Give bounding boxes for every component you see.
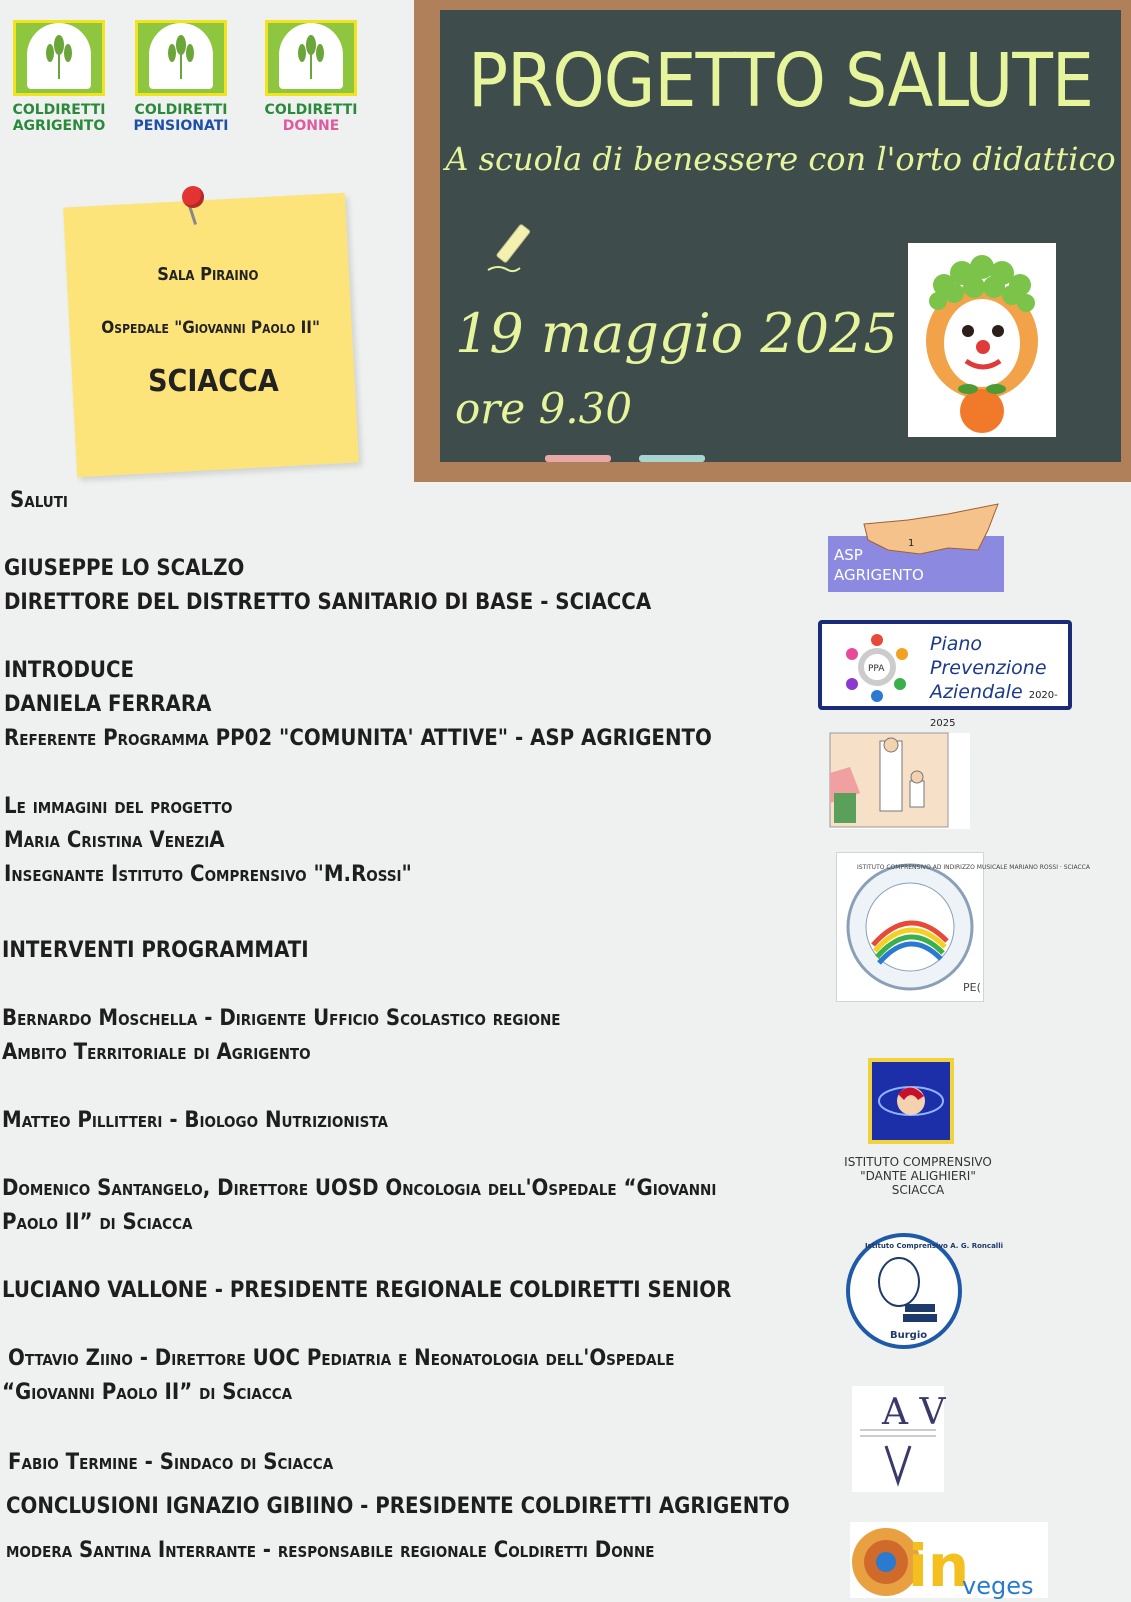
- svg-text:Istituto Comprensivo A. G. Ron: Istituto Comprensivo A. G. Roncalli: [865, 1242, 1003, 1250]
- program-item: Matteo Pillitteri - Biologo Nutrizionista: [2, 1108, 388, 1133]
- program-item: GIUSEPPE LO SCALZO: [4, 556, 245, 581]
- program-item: DIRETTORE DEL DISTRETTO SANITARIO DI BASE - SCIACCA: [4, 590, 652, 615]
- svg-text:AGRIGENTO: AGRIGENTO: [834, 566, 924, 584]
- svg-text:Burgio: Burgio: [890, 1330, 928, 1341]
- program-item: Domenico Santangelo, Direttore UOSD Oncologia dell'Ospedale “Giovanni: [2, 1176, 717, 1201]
- program-item: Ambito Territoriale di Agrigento: [2, 1040, 311, 1065]
- program-item: Insegnante Istituto Comprensivo "M.Rossi": [4, 862, 412, 887]
- program-item: Le immagini del progetto: [4, 794, 233, 819]
- logo-coldiretti-agrigento: COLDIRETTI AGRIGENTO: [4, 20, 114, 134]
- program-item: Bernardo Moschella - Dirigente Ufficio Scolastico regione: [2, 1006, 561, 1031]
- event-subtitle: A scuola di benessere con l'orto didattico: [445, 140, 1116, 178]
- logo-coldiretti-donne: COLDIRETTI DONNE: [256, 20, 366, 134]
- program-item: INTERVENTI PROGRAMMATI: [2, 938, 309, 963]
- logo-piano-prevenzione-aziendale: PPA Piano Prevenzione Aziendale 2020-2025: [818, 620, 1072, 710]
- chalk-icon: [484, 218, 534, 280]
- wheat-icon: [279, 23, 343, 89]
- logo-asp-agrigento: [828, 500, 1004, 592]
- logo-av-school: [852, 1386, 944, 1492]
- event-time: ore 9.30: [455, 384, 633, 433]
- logo-coldiretti-pensionati: COLDIRETTI PENSIONATI: [126, 20, 236, 134]
- program-item: Paolo II” di Sciacca: [2, 1210, 193, 1235]
- logo-ic-dante-alighieri: [866, 1056, 956, 1146]
- veggie-face-illustration: [908, 243, 1056, 437]
- svg-text:ASP: ASP: [834, 546, 863, 564]
- wheat-icon: [27, 23, 91, 89]
- svg-text:PE(: PE(: [963, 981, 981, 994]
- teacher-child-illustration: [830, 733, 970, 829]
- svg-text:veges: veges: [962, 1572, 1034, 1600]
- program-item: Ottavio Ziino - Direttore UOC Pediatria e Neonatologia dell'Ospedale: [8, 1346, 675, 1371]
- program-item: CONCLUSIONI IGNAZIO GIBIINO - PRESIDENTE COLDIRETTI AGRIGENTO: [6, 1494, 790, 1519]
- event-title: PROGETTO SALUTE: [468, 38, 1093, 124]
- logo-ic-roncalli: [845, 1230, 1003, 1352]
- program-item: Referente Programma PP02 "COMUNITA' ATTIVE" - ASP AGRIGENTO: [4, 726, 712, 751]
- pushpin-icon: [182, 186, 204, 208]
- program-item: INTRODUCE: [4, 658, 135, 683]
- program-item: Saluti: [10, 488, 68, 513]
- wheat-icon: [149, 23, 213, 89]
- svg-text:A V: A V: [882, 1392, 946, 1433]
- note-room: Sala Piraino: [157, 264, 259, 286]
- program-item: LUCIANO VALLONE - PRESIDENTE REGIONALE COLDIRETTI SENIOR: [2, 1278, 732, 1303]
- program-item: “Giovanni Paolo II” di Sciacca: [2, 1380, 293, 1405]
- program-item: DANIELA FERRARA: [4, 692, 212, 717]
- event-date: 19 maggio 2025: [455, 302, 898, 365]
- program-item: Maria Cristina VeneziA: [4, 828, 225, 853]
- sticky-note: [63, 193, 359, 477]
- note-city: SCIACCA: [148, 363, 279, 399]
- logo-ic-mariano-rossi: [836, 852, 1090, 1002]
- dante-caption: ISTITUTO COMPRENSIVO "DANTE ALIGHIERI" SCIACCA: [844, 1155, 992, 1197]
- svg-text:ISTITUTO COMPRENSIVO AD INDIRI: ISTITUTO COMPRENSIVO AD INDIRIZZO MUSICALE MARIANO ROSSI · SCIACCA: [857, 864, 1090, 871]
- program-item: Fabio Termine - Sindaco di Sciacca: [8, 1450, 334, 1475]
- svg-text:PPA: PPA: [868, 664, 885, 674]
- svg-text:in: in: [908, 1532, 970, 1600]
- ppa-people-icon: [842, 632, 912, 702]
- logo-inveges: [850, 1522, 1048, 1598]
- program-item: modera Santina Interrante - responsabile regionale Coldiretti Donne: [6, 1538, 655, 1563]
- svg-text:1: 1: [908, 538, 915, 549]
- note-hospital: Ospedale "Giovanni Paolo II": [101, 318, 320, 339]
